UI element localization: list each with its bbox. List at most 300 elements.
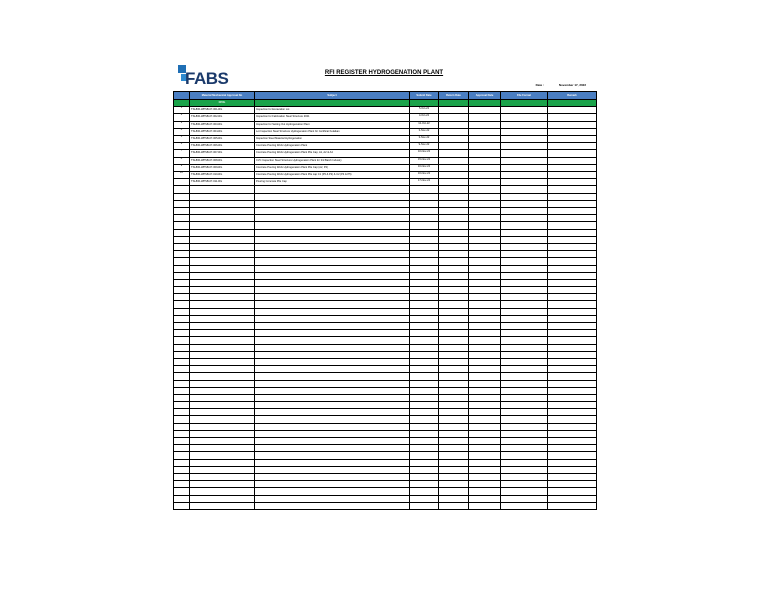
empty-cell	[501, 323, 548, 330]
empty-cell	[174, 373, 190, 380]
empty-cell	[469, 394, 501, 401]
empty-cell	[469, 323, 501, 330]
empty-cell	[410, 358, 439, 365]
col-header-no	[174, 92, 190, 100]
register-sheet	[173, 60, 595, 484]
empty-cell	[548, 265, 597, 272]
empty-cell	[190, 251, 255, 258]
row-number-text: 3	[180, 121, 183, 124]
empty-cell	[439, 502, 469, 509]
empty-cell	[255, 351, 410, 358]
empty-cell	[255, 193, 410, 200]
empty-cell	[501, 495, 548, 502]
empty-cell	[255, 337, 410, 344]
empty-cell	[501, 272, 548, 279]
empty-cell	[439, 222, 469, 229]
empty-cell	[174, 200, 190, 207]
empty-cell	[174, 243, 190, 250]
empty-cell	[469, 236, 501, 243]
empty-cell	[548, 445, 597, 452]
empty-cell	[548, 308, 597, 315]
subject-text: Inspection for Excavation Lot	[256, 108, 290, 112]
submit-date-text: 3-Nov-22	[418, 136, 430, 140]
empty-cell	[439, 438, 469, 445]
empty-cell	[190, 265, 255, 272]
empty-row	[174, 287, 597, 294]
return-date	[439, 143, 469, 150]
empty-cell	[469, 495, 501, 502]
empty-cell	[501, 358, 548, 365]
empty-cell	[548, 380, 597, 387]
empty-cell	[548, 495, 597, 502]
approval-date	[469, 128, 501, 135]
row-number-text: 5	[180, 135, 183, 139]
subject-text: Concrete Pouring Work Hydrogenation Plant Pile cap C1 (P3 & P2) & C2 (P4 & P5)	[256, 173, 352, 177]
empty-cell	[410, 200, 439, 207]
empty-row	[174, 481, 597, 488]
approval-date	[469, 136, 501, 143]
empty-cell	[410, 294, 439, 301]
empty-cell	[410, 430, 439, 437]
approval-no-text: TSL800-WPSB-07-006-RG	[191, 144, 223, 148]
empty-cell	[439, 200, 469, 207]
empty-cell	[548, 251, 597, 258]
empty-cell	[469, 229, 501, 236]
empty-cell	[255, 430, 410, 437]
row-number-text: 2	[180, 113, 183, 117]
table-row	[174, 157, 597, 164]
empty-cell	[469, 445, 501, 452]
approval-no	[190, 143, 255, 150]
empty-cell	[439, 315, 469, 322]
empty-cell	[469, 380, 501, 387]
subject	[255, 136, 410, 143]
empty-cell	[174, 430, 190, 437]
empty-cell	[255, 358, 410, 365]
empty-cell	[255, 222, 410, 229]
col-header-remark: Remark	[548, 92, 597, 100]
empty-cell	[501, 366, 548, 373]
empty-row	[174, 416, 597, 423]
empty-cell	[174, 265, 190, 272]
empty-row	[174, 236, 597, 243]
empty-row	[174, 495, 597, 502]
empty-cell	[255, 488, 410, 495]
empty-cell	[174, 366, 190, 373]
empty-cell	[501, 466, 548, 473]
empty-cell	[501, 373, 548, 380]
empty-cell	[190, 215, 255, 222]
empty-cell	[174, 186, 190, 193]
empty-cell	[190, 423, 255, 430]
empty-cell	[439, 265, 469, 272]
empty-cell	[174, 308, 190, 315]
approval-date	[469, 121, 501, 128]
empty-cell	[190, 186, 255, 193]
empty-row	[174, 294, 597, 301]
subject-text: Inspection for Fabrication Steel Structure 2021	[256, 115, 310, 119]
row-number-text: 6	[180, 142, 183, 146]
empty-cell	[174, 502, 190, 509]
empty-row	[174, 452, 597, 459]
empty-cell	[501, 294, 548, 301]
empty-cell	[174, 258, 190, 265]
table-row	[174, 172, 597, 179]
table-row	[174, 107, 597, 114]
empty-cell	[439, 308, 469, 315]
empty-cell	[255, 265, 410, 272]
return-date	[439, 164, 469, 171]
empty-cell	[255, 380, 410, 387]
row-number-text: 9	[180, 164, 183, 167]
row-number	[174, 136, 190, 143]
empty-cell	[548, 337, 597, 344]
empty-cell	[174, 208, 190, 215]
empty-cell	[410, 416, 439, 423]
rfi-register-table	[173, 91, 597, 510]
empty-cell	[174, 337, 190, 344]
remark	[548, 143, 597, 150]
empty-cell	[174, 416, 190, 423]
empty-cell	[469, 452, 501, 459]
empty-cell	[174, 387, 190, 394]
empty-cell	[174, 423, 190, 430]
row-number	[174, 114, 190, 121]
empty-cell	[410, 387, 439, 394]
date-line	[536, 83, 586, 87]
empty-row	[174, 279, 597, 286]
empty-row	[174, 243, 597, 250]
file-format	[501, 172, 548, 179]
empty-cell	[410, 193, 439, 200]
empty-cell	[190, 308, 255, 315]
empty-row	[174, 337, 597, 344]
empty-cell	[501, 452, 548, 459]
empty-cell	[439, 394, 469, 401]
table-row	[174, 164, 597, 171]
empty-cell	[548, 287, 597, 294]
empty-row	[174, 366, 597, 373]
empty-cell	[190, 394, 255, 401]
empty-cell	[469, 387, 501, 394]
submit-date-text: 10-Nov-22	[417, 150, 431, 154]
file-format	[501, 143, 548, 150]
file-format	[501, 107, 548, 114]
file-format	[501, 128, 548, 135]
empty-cell	[501, 394, 548, 401]
approval-no	[190, 128, 255, 135]
empty-cell	[410, 330, 439, 337]
empty-cell	[548, 502, 597, 509]
empty-cell	[439, 186, 469, 193]
empty-cell	[174, 294, 190, 301]
empty-row	[174, 301, 597, 308]
empty-cell	[410, 215, 439, 222]
approval-date	[469, 107, 501, 114]
empty-cell	[469, 315, 501, 322]
empty-cell	[439, 430, 469, 437]
empty-cell	[190, 466, 255, 473]
empty-cell	[548, 186, 597, 193]
table-row	[174, 179, 597, 186]
empty-cell	[255, 452, 410, 459]
empty-cell	[548, 200, 597, 207]
empty-cell	[548, 315, 597, 322]
empty-cell	[439, 208, 469, 215]
submit-date-text: 17-Nov-22	[417, 179, 431, 183]
empty-cell	[548, 394, 597, 401]
empty-cell	[501, 459, 548, 466]
subject-text: Pouring Concrete Pile Cap	[256, 180, 287, 184]
empty-cell	[501, 222, 548, 229]
empty-cell	[548, 466, 597, 473]
empty-cell	[439, 459, 469, 466]
remark	[548, 157, 597, 164]
remark	[548, 128, 597, 135]
col-header-approval-date: Approval Date	[469, 92, 501, 100]
empty-cell	[190, 330, 255, 337]
row-number	[174, 143, 190, 150]
submit-date	[410, 143, 439, 150]
empty-cell	[190, 243, 255, 250]
empty-cell	[501, 186, 548, 193]
empty-row	[174, 315, 597, 322]
remark	[548, 136, 597, 143]
subject	[255, 157, 410, 164]
empty-cell	[501, 215, 548, 222]
empty-cell	[410, 272, 439, 279]
empty-row	[174, 473, 597, 480]
empty-cell	[410, 452, 439, 459]
empty-row	[174, 430, 597, 437]
subject-text: CVC Inspection Steel Structure Hydrogenation Plant for 3rd Batch Industry	[256, 158, 342, 162]
empty-cell	[469, 358, 501, 365]
empty-cell	[255, 473, 410, 480]
section-row-civil	[174, 100, 597, 107]
empty-row	[174, 438, 597, 445]
empty-cell	[548, 481, 597, 488]
empty-cell	[548, 459, 597, 466]
empty-row	[174, 215, 597, 222]
empty-cell	[548, 416, 597, 423]
empty-cell	[439, 215, 469, 222]
empty-cell	[410, 380, 439, 387]
empty-cell	[439, 488, 469, 495]
section-cell	[174, 100, 190, 107]
empty-cell	[501, 409, 548, 416]
empty-cell	[190, 229, 255, 236]
empty-cell	[469, 488, 501, 495]
empty-cell	[190, 337, 255, 344]
return-date	[439, 172, 469, 179]
empty-cell	[469, 473, 501, 480]
empty-cell	[501, 193, 548, 200]
empty-cell	[174, 495, 190, 502]
empty-cell	[469, 272, 501, 279]
empty-cell	[255, 366, 410, 373]
empty-cell	[255, 423, 410, 430]
submit-date	[410, 179, 439, 186]
section-cell	[410, 100, 439, 107]
empty-cell	[410, 315, 439, 322]
approval-date	[469, 114, 501, 121]
empty-cell	[255, 315, 410, 322]
file-format	[501, 136, 548, 143]
empty-cell	[255, 200, 410, 207]
empty-cell	[255, 301, 410, 308]
empty-cell	[174, 358, 190, 365]
empty-cell	[255, 373, 410, 380]
col-header-subject: Subject	[255, 92, 410, 100]
submit-date-text: 3-Nov-22	[418, 128, 430, 132]
empty-cell	[469, 222, 501, 229]
empty-cell	[501, 229, 548, 236]
empty-cell	[469, 373, 501, 380]
approval-no-text: TSL800-WPSB-07-009-RG	[191, 165, 223, 169]
empty-cell	[410, 323, 439, 330]
empty-cell	[190, 380, 255, 387]
empty-cell	[410, 488, 439, 495]
empty-cell	[439, 301, 469, 308]
empty-cell	[469, 208, 501, 215]
submit-date	[410, 172, 439, 179]
return-date	[439, 136, 469, 143]
empty-cell	[469, 287, 501, 294]
approval-date	[469, 157, 501, 164]
approval-no	[190, 172, 255, 179]
empty-row	[174, 272, 597, 279]
subject-text: Inspection for Setting Out Hydrogenation Plant	[256, 122, 310, 126]
empty-cell	[469, 337, 501, 344]
subject	[255, 164, 410, 171]
empty-cell	[174, 402, 190, 409]
empty-cell	[410, 402, 439, 409]
empty-cell	[190, 488, 255, 495]
empty-cell	[174, 481, 190, 488]
empty-cell	[190, 301, 255, 308]
row-number	[174, 128, 190, 135]
submit-date	[410, 121, 439, 128]
col-header-return-date: Return Date	[439, 92, 469, 100]
empty-cell	[190, 445, 255, 452]
empty-cell	[255, 330, 410, 337]
empty-cell	[174, 272, 190, 279]
empty-cell	[469, 481, 501, 488]
empty-cell	[548, 373, 597, 380]
remark	[548, 164, 597, 171]
section-cell	[469, 100, 501, 107]
empty-cell	[410, 243, 439, 250]
empty-cell	[469, 193, 501, 200]
empty-cell	[501, 445, 548, 452]
empty-cell	[439, 481, 469, 488]
row-number	[174, 164, 190, 171]
empty-cell	[501, 330, 548, 337]
file-format	[501, 157, 548, 164]
empty-cell	[174, 236, 190, 243]
empty-cell	[190, 373, 255, 380]
section-label: CIVIL	[190, 100, 255, 107]
empty-row	[174, 330, 597, 337]
empty-cell	[410, 423, 439, 430]
subject	[255, 150, 410, 157]
row-number	[174, 172, 190, 179]
approval-no-text: TSL800-WPSB-07-001-RG	[191, 108, 223, 112]
empty-cell	[469, 402, 501, 409]
subject	[255, 172, 410, 179]
empty-cell	[439, 373, 469, 380]
approval-no	[190, 150, 255, 157]
empty-cell	[255, 258, 410, 265]
empty-row	[174, 502, 597, 509]
empty-cell	[410, 459, 439, 466]
empty-cell	[255, 495, 410, 502]
empty-cell	[548, 236, 597, 243]
empty-cell	[501, 208, 548, 215]
empty-cell	[174, 287, 190, 294]
empty-row	[174, 193, 597, 200]
col-header-submit-date: Submit Date	[410, 92, 439, 100]
empty-cell	[174, 301, 190, 308]
empty-cell	[410, 279, 439, 286]
empty-cell	[439, 229, 469, 236]
empty-cell	[501, 315, 548, 322]
empty-cell	[548, 452, 597, 459]
empty-cell	[469, 423, 501, 430]
empty-cell	[190, 208, 255, 215]
empty-row	[174, 229, 597, 236]
empty-cell	[410, 394, 439, 401]
empty-row	[174, 222, 597, 229]
empty-row	[174, 445, 597, 452]
table-row	[174, 114, 597, 121]
empty-cell	[410, 373, 439, 380]
empty-cell	[469, 502, 501, 509]
approval-no-text: TSL800-WPSB-07-003-RG	[191, 122, 223, 126]
empty-cell	[190, 366, 255, 373]
date-value: November 17, 2022	[558, 83, 586, 87]
empty-cell	[410, 466, 439, 473]
empty-cell	[548, 279, 597, 286]
empty-cell	[174, 466, 190, 473]
empty-cell	[439, 366, 469, 373]
return-date	[439, 150, 469, 157]
approval-no-text: TSL800-WPSB-07-008-RG	[191, 158, 223, 162]
empty-cell	[501, 337, 548, 344]
empty-row	[174, 466, 597, 473]
empty-cell	[501, 402, 548, 409]
empty-cell	[174, 409, 190, 416]
empty-cell	[548, 330, 597, 337]
empty-cell	[439, 243, 469, 250]
empty-cell	[190, 236, 255, 243]
section-cell	[439, 100, 469, 107]
table-row	[174, 136, 597, 143]
empty-cell	[469, 344, 501, 351]
row-number	[174, 179, 190, 186]
empty-cell	[255, 229, 410, 236]
empty-row	[174, 459, 597, 466]
empty-cell	[501, 308, 548, 315]
row-number-text: 8	[180, 157, 183, 160]
empty-cell	[190, 344, 255, 351]
empty-cell	[548, 430, 597, 437]
row-number	[174, 107, 190, 114]
empty-cell	[548, 358, 597, 365]
empty-cell	[410, 229, 439, 236]
empty-cell	[548, 222, 597, 229]
empty-cell	[501, 251, 548, 258]
